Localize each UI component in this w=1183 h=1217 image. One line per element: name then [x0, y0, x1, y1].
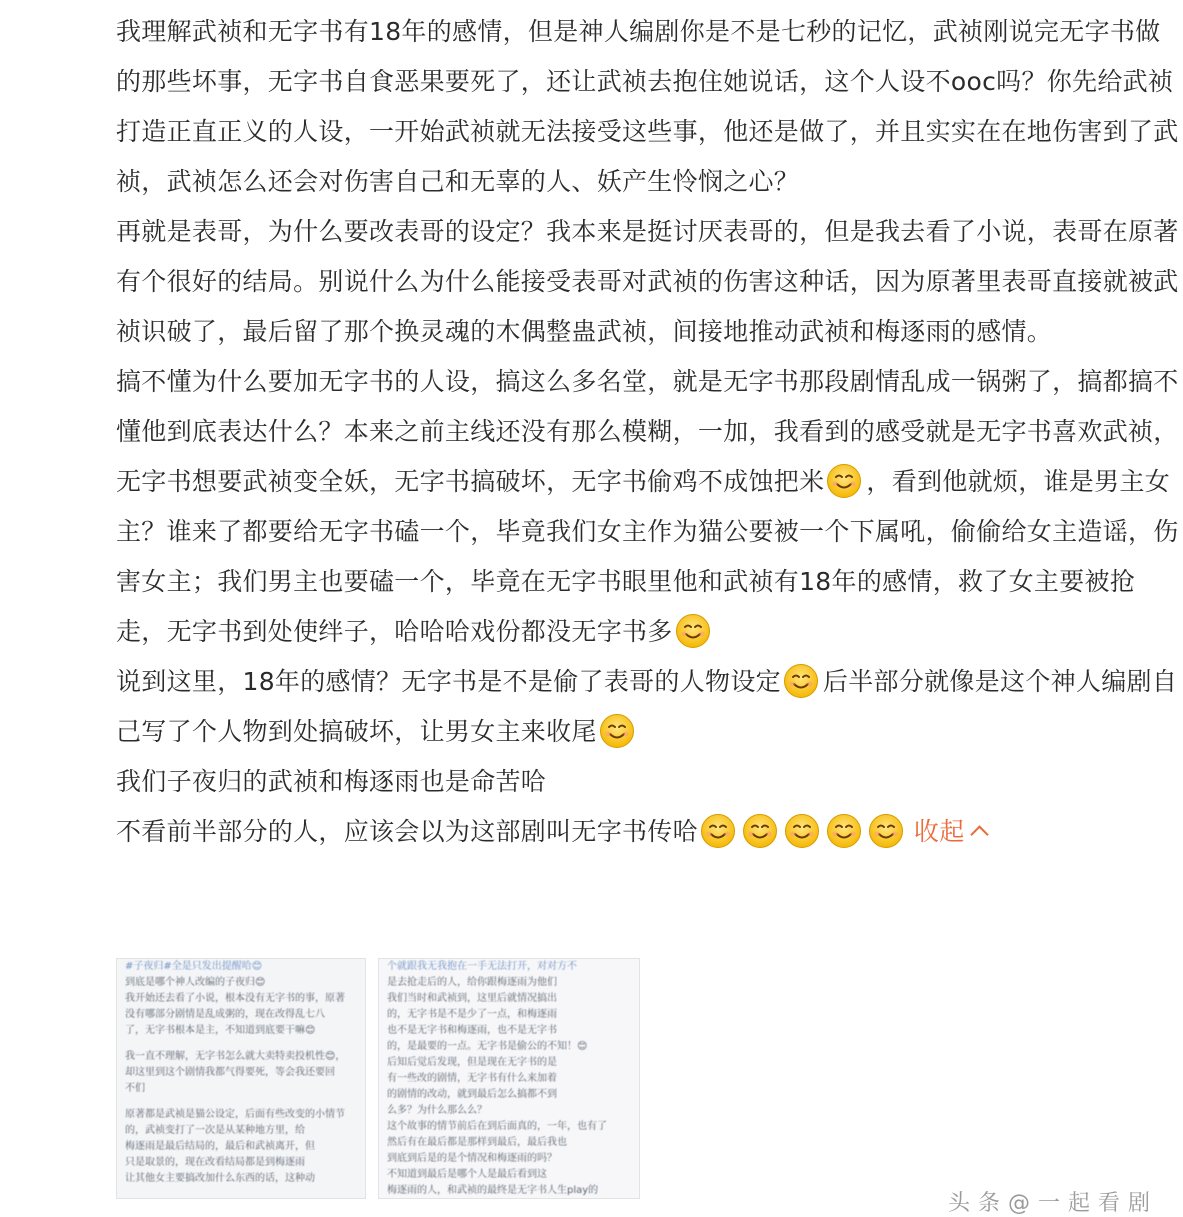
post-paragraph: [116, 657, 1182, 757]
smile-emoji-icon: [742, 813, 778, 849]
smile-emoji-icon: [784, 813, 820, 849]
post-body: [116, 7, 1182, 857]
paragraph-text: 再就是表哥，为什么要改表哥的设定？我本来是挺讨厌表哥的，但是我去看了小说，表哥在原著有个很好的结局。别说什么为什么能接受表哥对武祯的伤害这种话，因为原著里表哥直接就被武祯识破了，最后留了那个换灵魂的木偶整蛊武祯，间接地推动武祯和梅逐雨的感情。: [116, 217, 1179, 346]
paragraph-text: ，看到他就烦，谁是男主女主？谁来了都要给无字书磕一个，毕竟我们女主作为猫公要被一个下属吼，偷偷给女主造谣，伤害女主；我们男主也要磕一个，毕竟在无字书眼里他和武祯有18年的感情，救了女主要被抢走，无字书到处使绊子，哈哈哈戏份都没无字书多: [116, 467, 1179, 646]
paragraph-text: 搞不懂为什么要加无字书的人设，搞这么多名堂，就是无字书那段剧情乱成一锅粥了，搞都搞不懂他到底表达什么？本来之前主线还没有那么模糊，一加，我看到的感受就是无字书喜欢武祯，无字书想要武祯变全妖，无字书搞破坏，无字书偷鸡不成蚀把米: [116, 367, 1179, 496]
post-paragraph: [116, 7, 1182, 207]
post-paragraph: [116, 357, 1182, 657]
image-text-line: 的，是最要的一点。无字书是偷公的不知！😊: [387, 1041, 588, 1052]
post-paragraph: [116, 207, 1182, 357]
paragraph-text: 后半部分就像是这个神人编剧自己写了个人物到处搞破坏，让男女主来收尾: [116, 667, 1178, 746]
image-text-line: 没有哪部分剧情是乱成粥的，现在改得乱七八: [125, 1009, 325, 1020]
image-text-line: 我们当时和武祯到，这里后就情况搞出: [387, 993, 557, 1004]
image-text-line: 只是取景的，现在改看结局都是到梅逐雨: [125, 1157, 305, 1168]
paragraph-gap: [117, 1039, 365, 1049]
image-text-line: 到底是哪个神人改编的子夜归😊: [125, 977, 266, 988]
image-text-line: #子夜归#全是只发出提醒哈😊: [125, 961, 263, 972]
image-text-line: 是去抢走后的人，给你跟梅逐雨为他们: [387, 977, 557, 988]
image-text-line: 了，无字书根本是主，不知道到底要干嘛😊: [125, 1025, 316, 1036]
image-text-line: 我一直不理解，无字书怎么就大卖特卖投机性😊，: [125, 1051, 346, 1062]
chevron-up-icon: [970, 825, 988, 843]
attachment-image-1[interactable]: [116, 958, 366, 1199]
paragraph-gap: [117, 1097, 365, 1107]
post-paragraph: [116, 757, 1182, 807]
paragraph-text: 说到这里，18年的感情？无字书是不是偷了表哥的人物设定: [116, 667, 781, 696]
paragraph-text: 我理解武祯和无字书有18年的感情，但是神人编剧你是不是七秒的记忆，武祯刚说完无字书做的那些坏事，无字书自食恶果要死了，还让武祯去抱住她说话，这个人设不ooc吗？你先给武祯打造正直正义的人设，一开始武祯就无法接受这些事，他还是做了，并且实实在在地伤害到了武祯，武祯怎么还会对伤害自己和无辜的人、妖产生怜悯之心？: [116, 17, 1179, 196]
image-text-line: 有一些改的剧情，无字书有什么来加着: [387, 1073, 557, 1084]
image-text-line: 到底到后是的是个情况和梅逐雨的吗？: [387, 1153, 557, 1164]
watermark-text: 头条@一起看剧: [948, 1191, 1159, 1216]
collapse-button[interactable]: [914, 817, 986, 846]
image-text-line: 的，武祯变打了一次是从某种地方里，给: [125, 1125, 305, 1136]
smile-emoji-icon: [783, 663, 819, 699]
image-text-line: 原著都是武祯是猫公设定，后面有些改变的小情节: [125, 1109, 345, 1120]
paragraph-text: 不看前半部分的人，应该会以为这部剧叫无字书传哈: [116, 817, 698, 846]
image-text-line: 也不是无字书和梅逐雨，也不是无字书: [387, 1025, 557, 1036]
image-text-line: 的剧情的改动，就到最后怎么搞都不到: [387, 1089, 557, 1100]
smile-emoji-icon: [826, 463, 862, 499]
smile-emoji-icon: [599, 713, 635, 749]
image-text-line: 的，无字书是不是少了一点，和梅逐雨: [387, 1009, 557, 1020]
post-paragraph: [116, 807, 1182, 857]
paragraph-text: 我们子夜归的武祯和梅逐雨也是命苦哈: [116, 767, 547, 796]
attachment-image-2[interactable]: [378, 958, 640, 1199]
collapse-label: 收起: [913, 817, 965, 846]
smile-emoji-icon: [826, 813, 862, 849]
smile-emoji-icon: [868, 813, 904, 849]
image-text-line: 么多？为什么那么么？: [387, 1105, 487, 1116]
image-text-line: 后知后觉后发现，但是现在无字书的是: [387, 1057, 557, 1068]
image-text-line: 让其他女主要搞改加什么东西的话，这种动: [125, 1173, 315, 1184]
image-text-line: 这个故事的情节前后在到后面真的，一年，也有了: [387, 1121, 607, 1132]
image-text-line: 个就跟我无我抱在一手无法打开，对对方不: [387, 961, 577, 972]
image-text-line: 不知道到最后是哪个人是最后看到这: [387, 1169, 547, 1180]
smile-emoji-icon: [675, 613, 711, 649]
image-text-line: 不们: [125, 1083, 145, 1094]
smile-emoji-icon: [700, 813, 736, 849]
image-text-line: 然后有在最后都是那样到最后，最后我也: [387, 1137, 567, 1148]
image-text-line: 梅逐雨是最后结局的，最后和武祯离开，但: [125, 1141, 315, 1152]
image-text-line: 却这里到这个剧情我都气得要死，等会我还要回: [125, 1067, 335, 1078]
image-text-line: 梅逐雨的人，和武祯的最终是无字书人生play的: [387, 1185, 599, 1196]
image-text-line: 我开始还去看了小说，根本没有无字书的事，原著: [125, 993, 345, 1004]
